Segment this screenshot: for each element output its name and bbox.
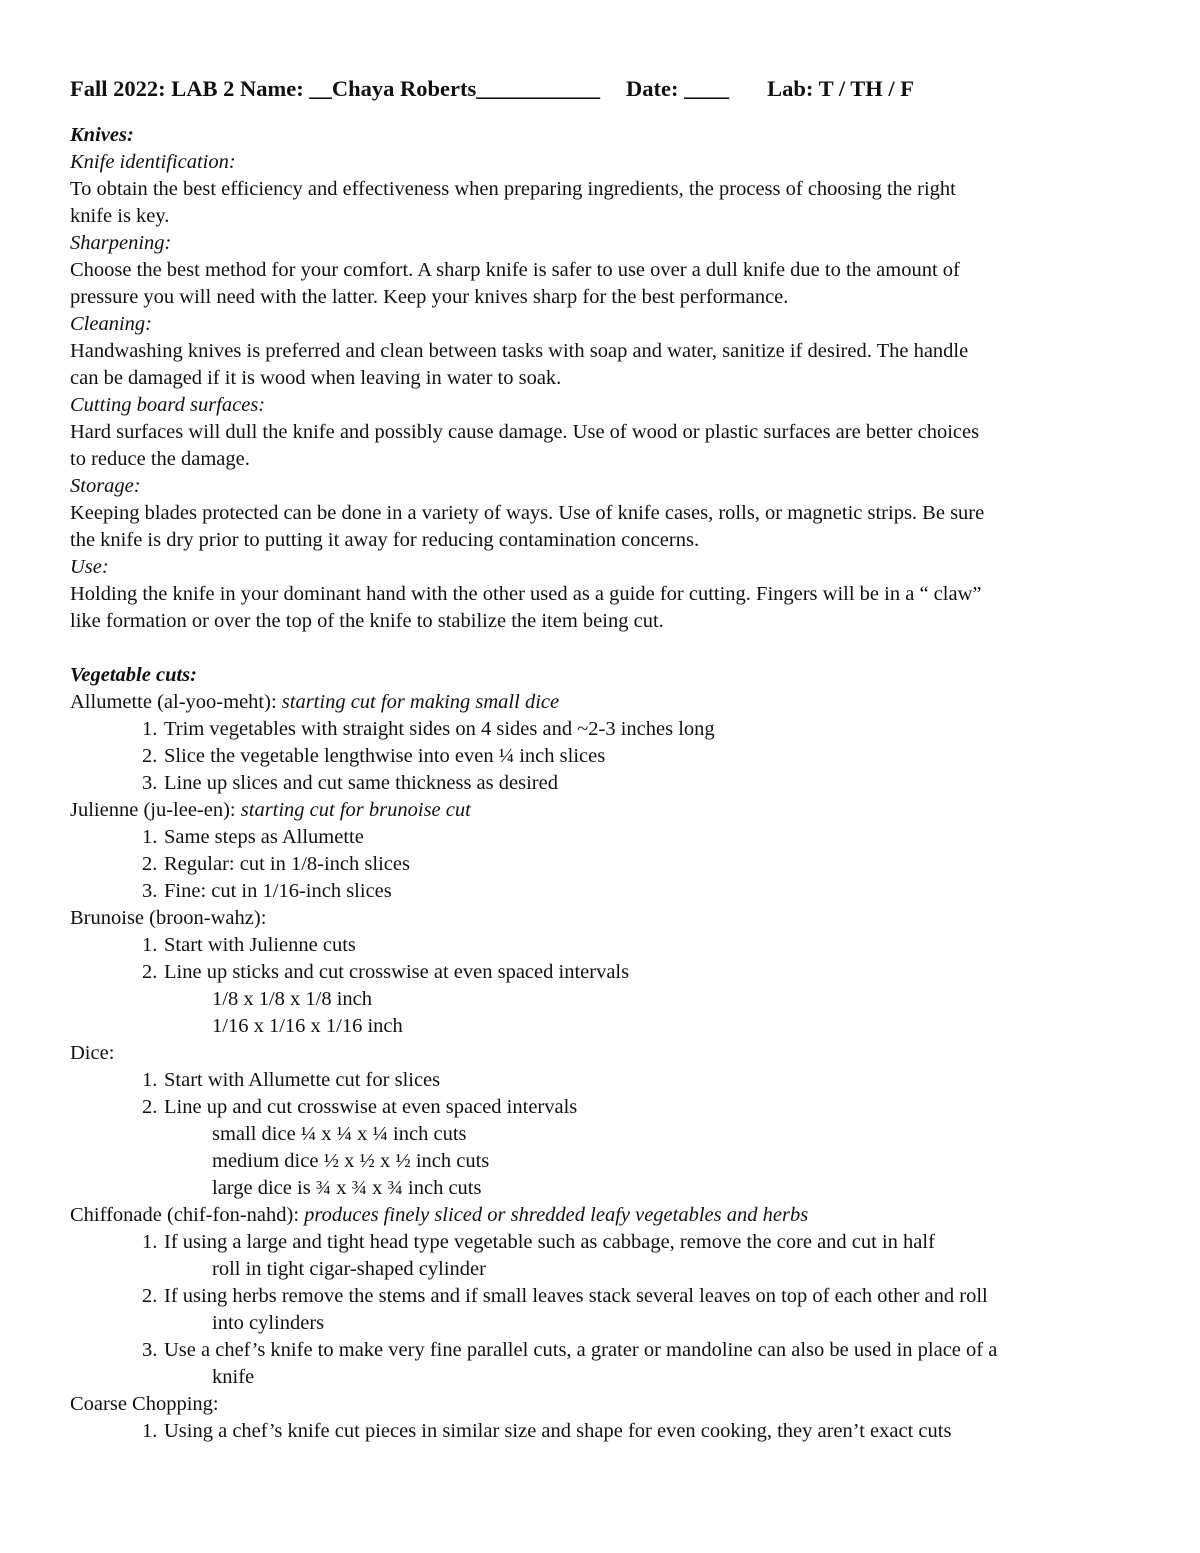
cut-dice xyxy=(70,1040,1140,1202)
section-heading: Knife identification: xyxy=(70,151,236,173)
step-continuation: into cylinders xyxy=(212,1312,325,1334)
text-line: knife is key. xyxy=(70,205,170,227)
size-line: 1/8 x 1/8 x 1/8 inch xyxy=(212,988,373,1010)
step-continuation: roll in tight cigar-shaped cylinder xyxy=(212,1258,486,1280)
cut-name: Coarse Chopping: xyxy=(70,1393,219,1415)
step-item: 1. Start with Julienne cuts xyxy=(142,934,356,956)
cut-name: Brunoise (broon-wahz): xyxy=(70,907,267,929)
step-item: 2. Regular: cut in 1/8-inch slices xyxy=(142,853,410,875)
text-line: To obtain the best efficiency and effectiveness when preparing ingredients, the process of choosing the right xyxy=(70,178,956,200)
cut-description: starting cut for making small dice xyxy=(281,691,560,713)
size-line: 1/16 x 1/16 x 1/16 inch xyxy=(212,1015,403,1037)
cut-coarse-chopping xyxy=(70,1391,1140,1445)
step-item: 3. Use a chef’s knife to make very fine parallel cuts, a grater or mandoline can also be used in place of a xyxy=(142,1339,998,1361)
step-item: 2. Line up and cut crosswise at even spaced intervals xyxy=(142,1096,578,1118)
text-line: Choose the best method for your comfort. A sharp knife is safer to use over a dull knife due to the amount of xyxy=(70,259,960,281)
document-header xyxy=(70,74,1140,104)
step-item: 1. Start with Allumette cut for slices xyxy=(142,1069,441,1091)
text-line: Hard surfaces will dull the knife and possibly cause damage. Use of wood or plastic surfaces are better choices xyxy=(70,421,980,443)
section-heading: Cutting board surfaces: xyxy=(70,394,266,416)
step-item: 2. Line up sticks and cut crosswise at even spaced intervals xyxy=(142,961,630,983)
student-name: __Chaya Roberts___________ xyxy=(309,76,600,101)
text-line: Keeping blades protected can be done in a variety of ways. Use of knife cases, rolls, or magnetic strips. Be sure xyxy=(70,502,985,524)
step-item: 3. Fine: cut in 1/16-inch slices xyxy=(142,880,392,902)
text-line: Handwashing knives is preferred and clean between tasks with soap and water, sanitize if desired. The handle xyxy=(70,340,969,362)
text-line: pressure you will need with the latter. Keep your knives sharp for the best performance. xyxy=(70,286,789,308)
knives-section-cutting-board xyxy=(70,392,1140,473)
section-heading: Storage: xyxy=(70,475,141,497)
knives-section-cleaning xyxy=(70,311,1140,392)
cut-name: Chiffonade (chif-fon-nahd): xyxy=(70,1204,305,1226)
step-item: 1. If using a large and tight head type vegetable such as cabbage, remove the core and cut in half xyxy=(142,1231,935,1253)
cut-chiffonade xyxy=(70,1202,1140,1391)
step-item: 2. If using herbs remove the stems and if small leaves stack several leaves on top of each other and roll xyxy=(142,1285,988,1307)
text-line: Holding the knife in your dominant hand with the other used as a guide for cutting. Fingers will be in a “ claw” xyxy=(70,583,982,605)
lab-document xyxy=(70,74,1140,1445)
step-item: 1. Using a chef’s knife cut pieces in similar size and shape for even cooking, they aren’t exact cuts xyxy=(142,1420,952,1442)
vegetable-cuts-heading: Vegetable cuts: xyxy=(70,664,197,686)
step-continuation: knife xyxy=(212,1366,255,1388)
step-item: 1. Same steps as Allumette xyxy=(142,826,364,848)
lab-selection: Lab: T / TH / F xyxy=(767,76,915,101)
cut-name: Julienne (ju-lee-en): xyxy=(70,799,241,821)
section-heading: Sharpening: xyxy=(70,232,172,254)
text-line: to reduce the damage. xyxy=(70,448,250,470)
section-heading: Use: xyxy=(70,556,109,578)
cut-allumette xyxy=(70,689,1140,797)
cut-brunoise xyxy=(70,905,1140,1040)
name-label: Name: xyxy=(240,76,304,101)
date-label: Date: xyxy=(626,76,679,101)
section-heading: Cleaning: xyxy=(70,313,152,335)
course-title: Fall 2022: LAB 2 xyxy=(70,76,235,101)
cut-julienne xyxy=(70,797,1140,905)
size-line: medium dice ½ x ½ x ½ inch cuts xyxy=(212,1150,490,1172)
text-line: can be damaged if it is wood when leaving in water to soak. xyxy=(70,367,562,389)
size-line: small dice ¼ x ¼ x ¼ inch cuts xyxy=(212,1123,467,1145)
cut-description: starting cut for brunoise cut xyxy=(240,799,471,821)
text-line: the knife is dry prior to putting it away for reducing contamination concerns. xyxy=(70,529,700,551)
size-line: large dice is ¾ x ¾ x ¾ inch cuts xyxy=(212,1177,482,1199)
knives-section-storage xyxy=(70,473,1140,554)
text-line: like formation or over the top of the knife to stabilize the item being cut. xyxy=(70,610,664,632)
knives-heading: Knives: xyxy=(70,124,134,146)
knives-section-use xyxy=(70,554,1140,635)
cut-name: Allumette (al-yoo-meht): xyxy=(70,691,282,713)
date-value: ____ xyxy=(684,76,730,101)
cut-description: produces finely sliced or shredded leafy vegetables and herbs xyxy=(304,1204,809,1226)
knives-section-identification xyxy=(70,149,1140,230)
knives-section-sharpening xyxy=(70,230,1140,311)
step-item: 1. Trim vegetables with straight sides on 4 sides and ~2-3 inches long xyxy=(142,718,715,740)
step-item: 3. Line up slices and cut same thickness as desired xyxy=(142,772,558,794)
step-item: 2. Slice the vegetable lengthwise into even ¼ inch slices xyxy=(142,745,606,767)
cut-name: Dice: xyxy=(70,1042,115,1064)
